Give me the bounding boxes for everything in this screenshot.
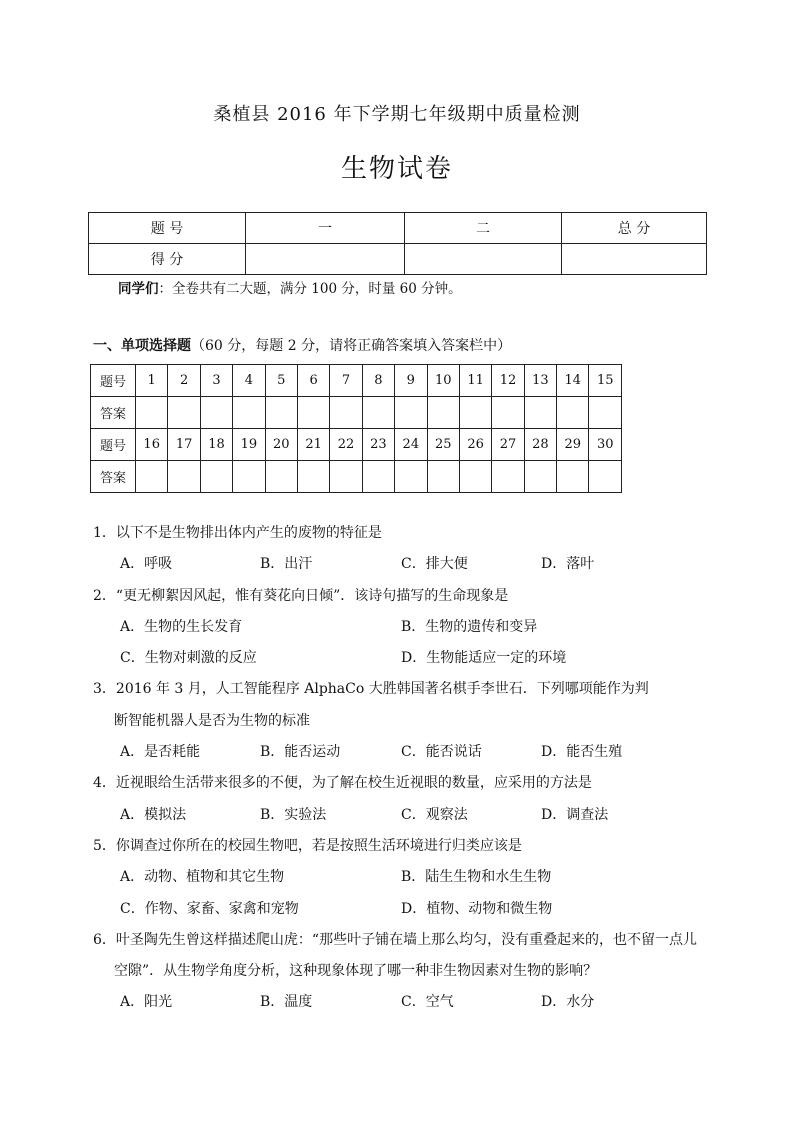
answer-cell[interactable] <box>200 461 232 493</box>
table-row <box>91 397 622 429</box>
answer-cell[interactable] <box>330 397 362 429</box>
answer-cell[interactable] <box>168 397 200 429</box>
answer-option[interactable]: C．观察法 <box>401 807 468 823</box>
question-number-cell: 3 <box>200 365 232 397</box>
question-number-cell: 9 <box>395 365 427 397</box>
question-number-cell: 18 <box>200 429 232 461</box>
table-row <box>91 365 622 397</box>
question-stem: 1．以下不是生物排出体内产生的废物的特征是 <box>93 525 382 541</box>
answer-option[interactable]: B．出汗 <box>260 556 313 572</box>
question-number-cell: 4 <box>233 365 265 397</box>
answer-label: 答案 <box>91 461 136 493</box>
answer-option[interactable]: A．动物、植物和其它生物 <box>120 869 285 885</box>
table-row <box>91 429 622 461</box>
answer-cell[interactable] <box>297 461 329 493</box>
question-number-cell: 12 <box>492 365 524 397</box>
answer-option[interactable]: B．温度 <box>260 994 313 1010</box>
answer-option[interactable]: B．能否运动 <box>260 744 341 760</box>
answer-option[interactable]: D．落叶 <box>541 556 595 572</box>
instructions-note <box>118 277 462 297</box>
answer-option[interactable]: B．陆生生物和水生生物 <box>401 869 552 885</box>
question-number-cell: 6 <box>297 365 329 397</box>
answer-option[interactable]: B．生物的遗传和变异 <box>401 619 538 635</box>
answer-option[interactable]: D．生物能适应一定的环境 <box>401 650 567 666</box>
question-number-cell: 17 <box>168 429 200 461</box>
question-number-cell: 7 <box>330 365 362 397</box>
question-stem: 6．叶圣陶先生曾这样描述爬山虎：“那些叶子铺在墙上那么均匀，没有重叠起来的，也不留一点儿 <box>93 932 698 948</box>
question-number-cell: 26 <box>459 429 491 461</box>
answer-label: 答案 <box>91 397 136 429</box>
question-number-cell: 5 <box>265 365 297 397</box>
question-stem: 3．2016 年 3 月，人工智能程序 AlphaCo 大胜韩国著名棋手李世石．下列哪项能作为判 <box>93 681 649 697</box>
answer-cell[interactable] <box>233 461 265 493</box>
answer-cell[interactable] <box>459 397 491 429</box>
question-number-cell: 29 <box>557 429 589 461</box>
question-stem: 4．近视眼给生活带来很多的不便，为了解在校生近视眼的数量，应采用的方法是 <box>93 775 592 791</box>
score-cell[interactable] <box>562 244 707 275</box>
answer-cell[interactable] <box>362 461 394 493</box>
score-row-label: 得 分 <box>89 244 246 275</box>
answer-option[interactable]: C．作物、家畜、家禽和宠物 <box>120 901 299 917</box>
answer-option[interactable]: D．调查法 <box>541 807 609 823</box>
question-number-cell: 28 <box>524 429 556 461</box>
exam-header-title: 桑植县 2016 年下学期七年级期中质量检测 <box>213 104 581 125</box>
question-number-cell: 8 <box>362 365 394 397</box>
question-number-cell: 13 <box>524 365 556 397</box>
answer-option[interactable]: A．阳光 <box>120 994 173 1010</box>
question-stem-continued: 断智能机器人是否为生物的标准 <box>114 713 310 729</box>
answer-cell[interactable] <box>362 397 394 429</box>
note-text: ：全卷共有二大题，满分 100 分，时量 60 分钟。 <box>158 281 462 297</box>
answer-option[interactable]: A．模拟法 <box>120 807 187 823</box>
answer-cell[interactable] <box>168 461 200 493</box>
answer-cell[interactable] <box>492 461 524 493</box>
score-table <box>88 212 707 275</box>
subject-title: 生物试卷 <box>340 154 453 184</box>
answer-cell[interactable] <box>427 397 459 429</box>
score-header-cell: 二 <box>405 213 562 244</box>
question-number-cell: 10 <box>427 365 459 397</box>
table-row <box>89 213 707 244</box>
answer-cell[interactable] <box>233 397 265 429</box>
answer-option[interactable]: A．生物的生长发育 <box>120 619 243 635</box>
question-number-cell: 1 <box>136 365 168 397</box>
question-number-label: 题号 <box>91 365 136 397</box>
score-header-cell: 一 <box>246 213 405 244</box>
question-stem-continued: 空隙”．从生物学角度分析，这种现象体现了哪一种非生物因素对生物的影响？ <box>114 963 598 979</box>
answer-cell[interactable] <box>524 461 556 493</box>
answer-cell[interactable] <box>557 461 589 493</box>
note-label: 同学们 <box>118 281 159 297</box>
question-number-cell: 23 <box>362 429 394 461</box>
question-number-cell: 25 <box>427 429 459 461</box>
score-cell[interactable] <box>405 244 562 275</box>
answer-cell[interactable] <box>395 461 427 493</box>
question-number-label: 题号 <box>91 429 136 461</box>
question-number-cell: 16 <box>136 429 168 461</box>
score-header-cell: 总 分 <box>562 213 707 244</box>
section-heading <box>93 335 511 355</box>
question-stem: 5．你调查过你所在的校园生物吧，若是按照生活环境进行归类应该是 <box>93 838 522 854</box>
answer-cell[interactable] <box>265 461 297 493</box>
question-number-cell: 14 <box>557 365 589 397</box>
answer-cell[interactable] <box>136 461 168 493</box>
answer-table <box>90 364 622 493</box>
question-number-cell: 27 <box>492 429 524 461</box>
question-stem: 2．“更无柳絮因风起，惟有葵花向日倾”．该诗句描写的生命现象是 <box>93 588 509 604</box>
answer-cell[interactable] <box>395 397 427 429</box>
question-number-cell: 15 <box>589 365 622 397</box>
answer-option[interactable]: D．水分 <box>541 994 595 1010</box>
question-number-cell: 11 <box>459 365 491 397</box>
answer-cell[interactable] <box>427 461 459 493</box>
answer-option[interactable]: C．能否说话 <box>401 744 482 760</box>
question-number-cell: 19 <box>233 429 265 461</box>
question-number-cell: 24 <box>395 429 427 461</box>
question-number-cell: 20 <box>265 429 297 461</box>
question-number-cell: 30 <box>589 429 622 461</box>
answer-cell[interactable] <box>557 397 589 429</box>
answer-cell[interactable] <box>200 397 232 429</box>
answer-option[interactable]: D．能否生殖 <box>541 744 623 760</box>
answer-cell[interactable] <box>524 397 556 429</box>
score-cell[interactable] <box>246 244 405 275</box>
section-subtitle: （60 分，每题 2 分，请将正确答案填入答案栏中） <box>191 338 512 354</box>
question-number-cell: 22 <box>330 429 362 461</box>
table-row <box>91 461 622 493</box>
answer-option[interactable]: A．呼吸 <box>120 556 173 572</box>
answer-cell[interactable] <box>297 397 329 429</box>
section-title: 一、单项选择题 <box>93 338 191 354</box>
score-header-cell: 题 号 <box>89 213 246 244</box>
answer-option[interactable]: C．排大便 <box>401 556 468 572</box>
answer-option[interactable]: D．植物、动物和微生物 <box>401 901 553 917</box>
answer-cell[interactable] <box>589 461 622 493</box>
question-number-cell: 2 <box>168 365 200 397</box>
answer-option[interactable]: A．是否耗能 <box>120 744 201 760</box>
answer-option[interactable]: B．实验法 <box>260 807 327 823</box>
answer-cell[interactable] <box>330 461 362 493</box>
answer-option[interactable]: C．生物对刺激的反应 <box>120 650 257 666</box>
table-row <box>89 244 707 275</box>
answer-cell[interactable] <box>589 397 622 429</box>
answer-cell[interactable] <box>265 397 297 429</box>
answer-cell[interactable] <box>136 397 168 429</box>
question-number-cell: 21 <box>297 429 329 461</box>
answer-option[interactable]: C．空气 <box>401 994 454 1010</box>
answer-cell[interactable] <box>492 397 524 429</box>
answer-cell[interactable] <box>459 461 491 493</box>
